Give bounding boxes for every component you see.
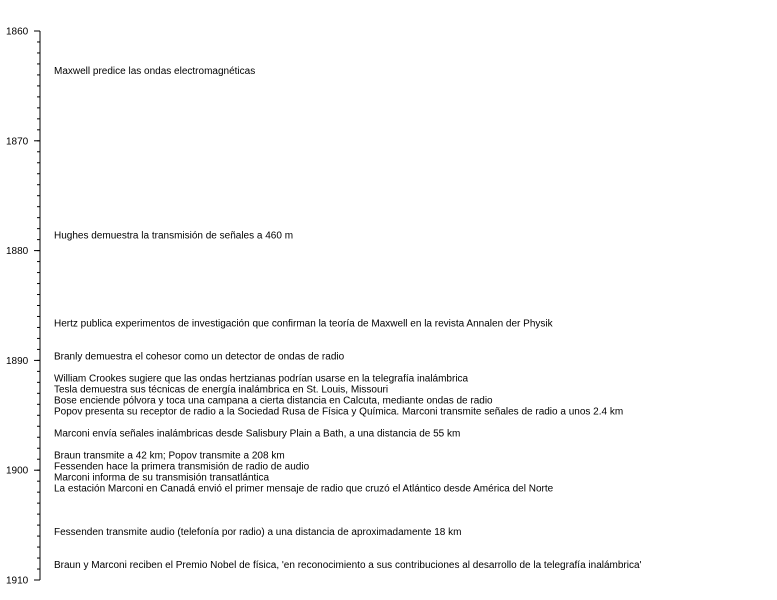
event-label: Braun y Marconi reciben el Premio Nobel de física, 'en reconocimiento a sus contribuciones al desarrollo de la telegrafía inalámbrica' — [54, 560, 642, 572]
event-label: Marconi informa de su transmisión transatlántica — [54, 472, 270, 484]
event-label: Hughes demuestra la transmisión de señales a 460 m — [54, 230, 294, 242]
tick-label: 1860 — [6, 26, 29, 38]
event-label: Bose enciende pólvora y toca una campana a cierta distancia en Calcuta, mediante ondas de radio — [54, 395, 493, 407]
event-label: La estación Marconi en Canadá envió el primer mensaje de radio que cruzó el Atlántico desde América del Norte — [54, 483, 554, 495]
tick-label: 1870 — [6, 136, 29, 148]
event-label: Branly demuestra el cohesor como un detector de ondas de radio — [54, 351, 345, 363]
event-label: Fessenden hace la primera transmisión de radio de audio — [54, 461, 310, 473]
tick-label: 1890 — [6, 355, 29, 367]
event-label: Marconi envía señales inalámbricas desde Salisbury Plain a Bath, a una distancia de 55 km — [54, 428, 461, 440]
tick-label: 1880 — [6, 246, 29, 258]
major-ticks — [6, 27, 40, 587]
event-label: Fessenden transmite audio (telefonía por radio) a una distancia de aproximadamente 18 km — [54, 527, 462, 539]
event-label: Hertz publica experimentos de investigación que confirman la teoría de Maxwell en la revista Annalen der Physik — [54, 318, 553, 330]
tick-label: 1900 — [6, 465, 29, 477]
event-label: Maxwell predice las ondas electromagnéticas — [54, 66, 256, 78]
events — [54, 66, 642, 571]
event-label: Tesla demuestra sus técnicas de energía inalámbrica en St. Louis, Missouri — [54, 384, 389, 396]
tick-label: 1910 — [6, 575, 29, 587]
event-label: William Crookes sugiere que las ondas hertzianas podrían usarse en la telegrafía inalámbrica — [54, 373, 469, 385]
event-label: Braun transmite a 42 km; Popov transmite a 208 km — [54, 450, 285, 462]
event-label: Popov presenta su receptor de radio a la Sociedad Rusa de Física y Química. Marconi transmite señales de radio a unos 2.4 km — [54, 406, 624, 418]
